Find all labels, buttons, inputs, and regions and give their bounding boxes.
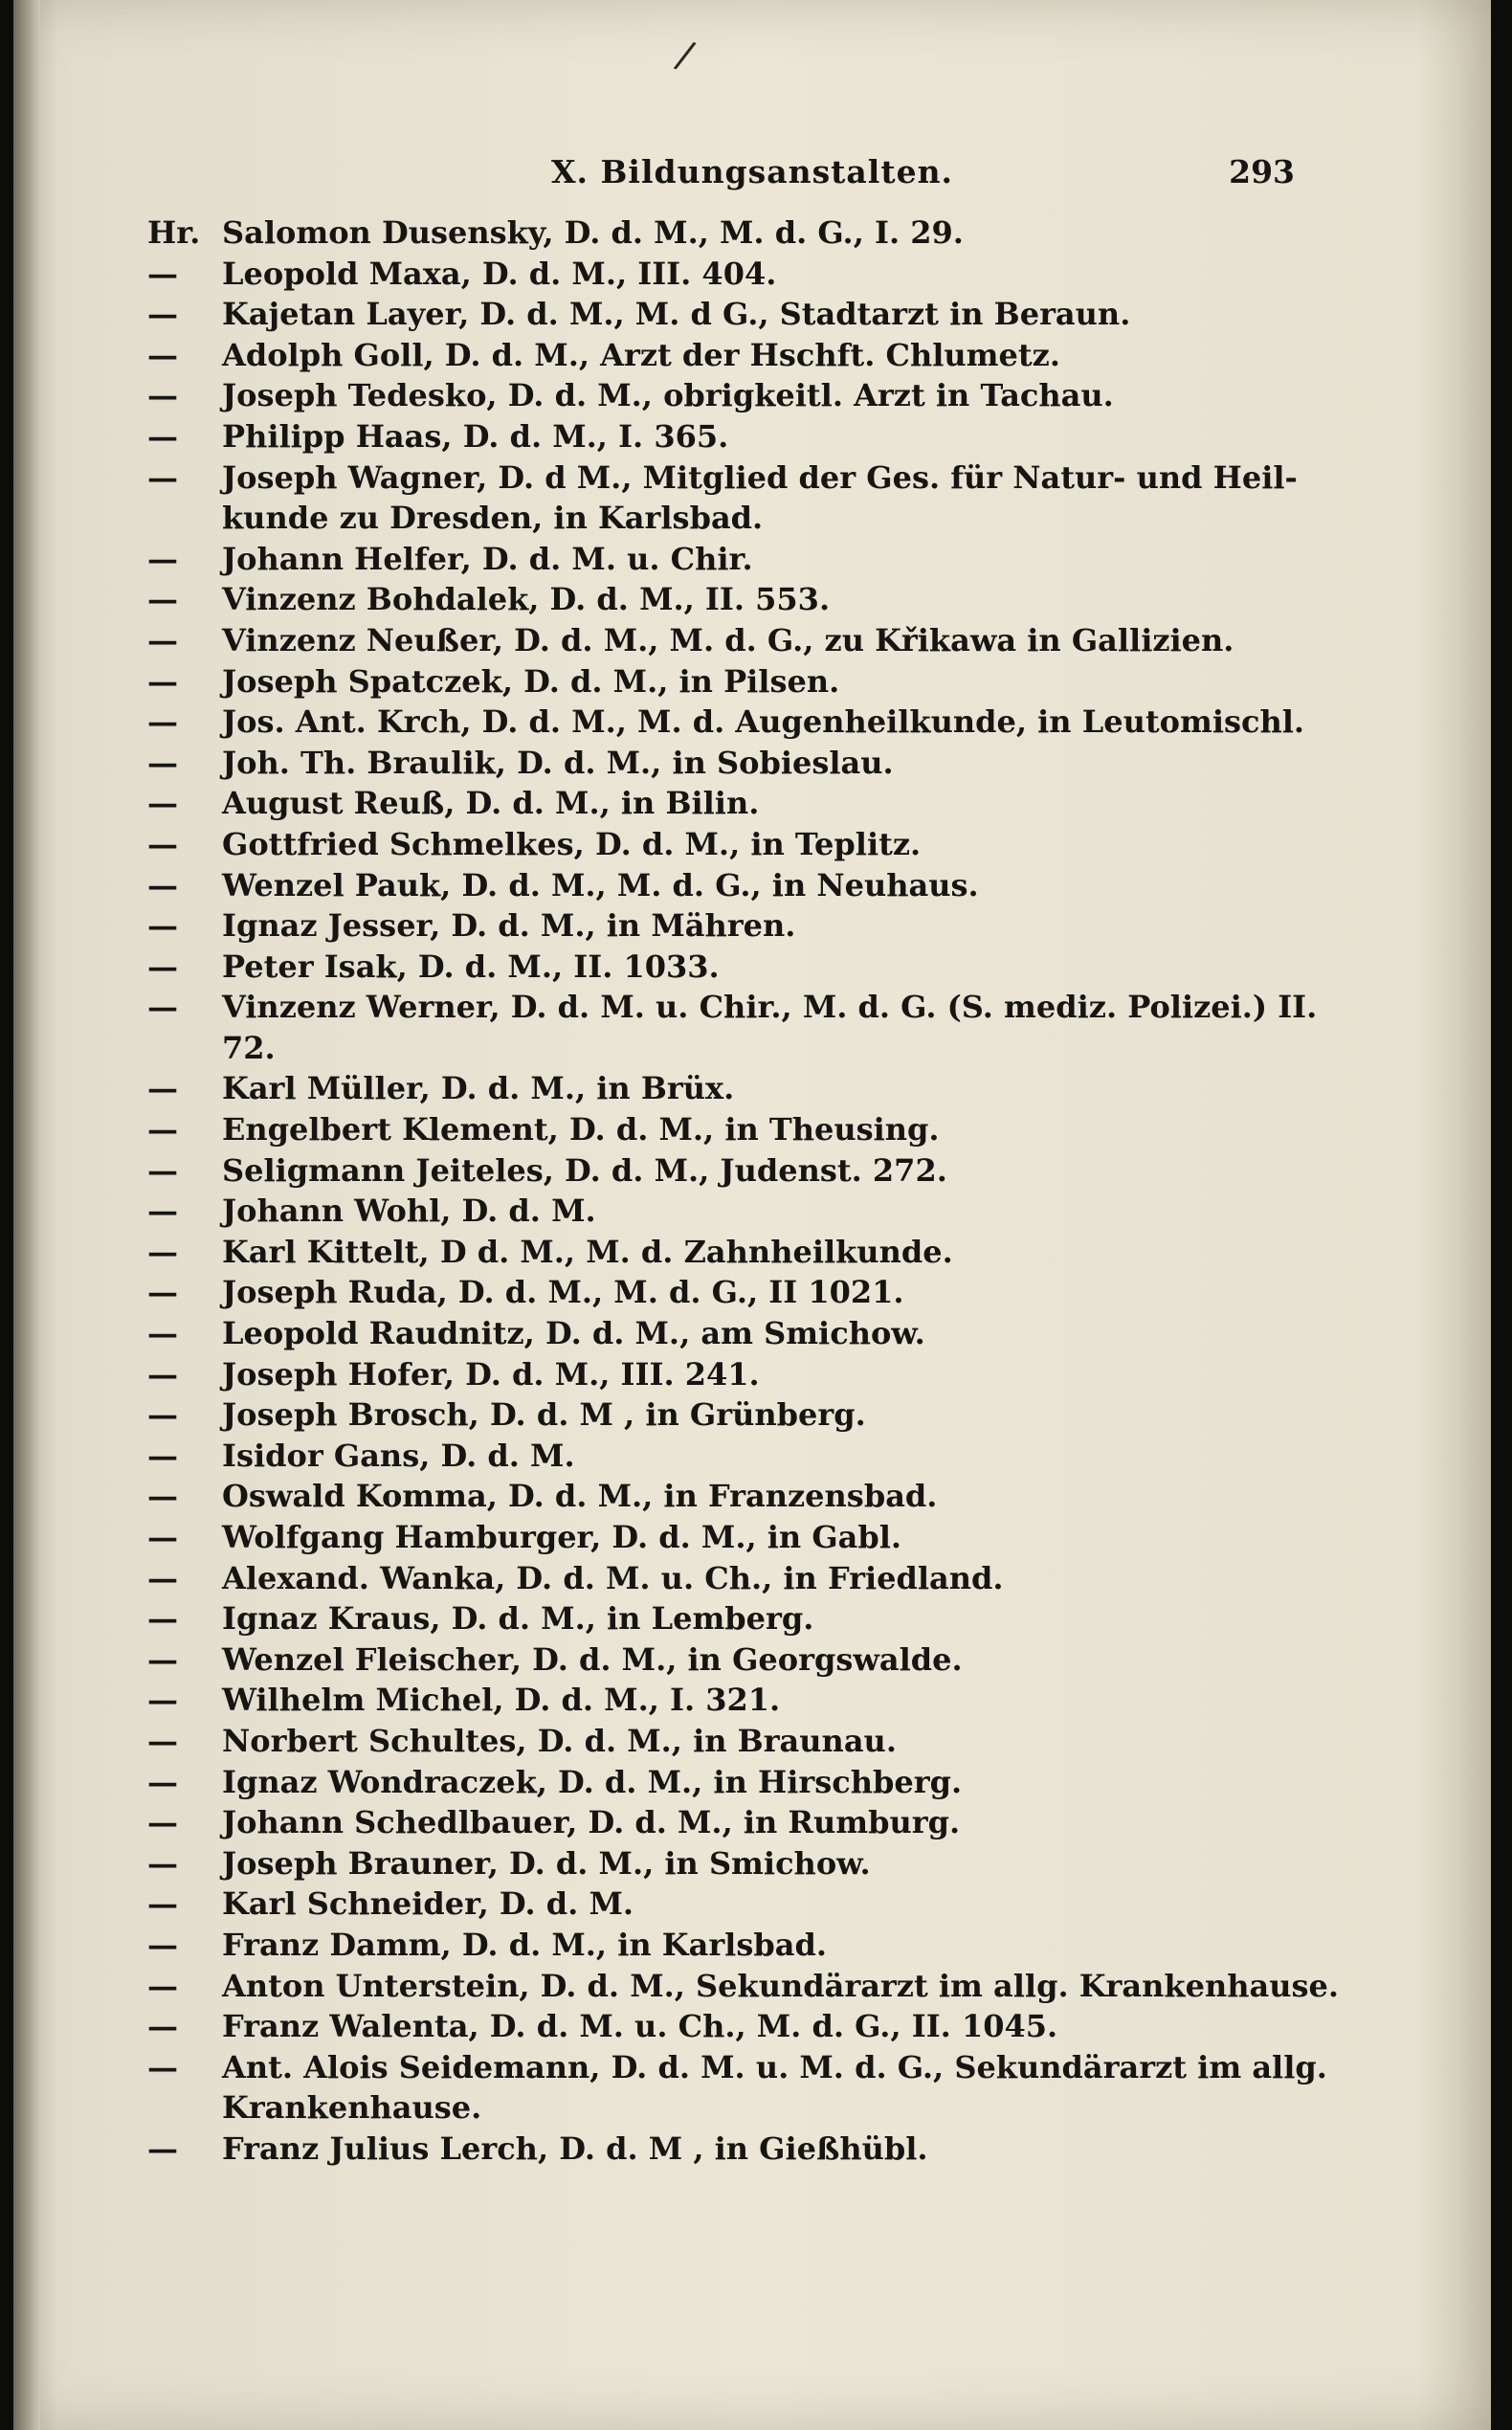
running-head <box>13 153 1491 197</box>
book-page <box>13 0 1491 2430</box>
list-item <box>147 905 1344 947</box>
list-item <box>147 1843 1344 1884</box>
dash-mark: — <box>147 417 178 455</box>
list-item <box>147 1639 1344 1681</box>
entry-text: Joseph Spatczek, D. d. M., in Pilsen. <box>222 662 840 700</box>
entry-text: Seligmann Jeiteles, D. d. M., Judenst. 272. <box>222 1151 947 1189</box>
list-item <box>147 416 1344 457</box>
entry-text: Wenzel Fleischer, D. d. M., in Georgswalde. <box>222 1640 963 1678</box>
list-item <box>147 1313 1344 1354</box>
entry-text: Karl Müller, D. d. M., in Brüx. <box>222 1070 735 1107</box>
dash-mark: — <box>147 1151 178 1189</box>
list-item <box>147 1925 1344 1966</box>
list-item <box>147 1150 1344 1192</box>
list-item <box>147 1558 1344 1599</box>
entry-text: Leopold Maxa, D. d. M., III. 404. <box>222 255 777 292</box>
section-title: X. Bildungsanstalten. <box>550 153 954 190</box>
dash-mark: — <box>147 907 178 945</box>
entry-text: August Reuß, D. d. M., in Bilin. <box>222 785 760 822</box>
entry-text: Johann Helfer, D. d. M. u. Chir. <box>222 540 753 577</box>
dash-mark: — <box>147 825 178 862</box>
page-number: 293 <box>1229 153 1295 190</box>
list-item <box>147 212 1344 254</box>
entry-text: Philipp Haas, D. d. M., I. 365. <box>222 417 729 455</box>
entry-list <box>147 212 1344 2170</box>
dash-mark: — <box>147 255 178 292</box>
list-item <box>147 335 1344 376</box>
dash-mark: — <box>147 581 178 618</box>
list-item <box>147 2006 1344 2047</box>
entry-text: Franz Damm, D. d. M., in Karlsbad. <box>222 1926 827 1963</box>
entry-text: Wilhelm Michel, D. d. M., I. 321. <box>222 1682 781 1719</box>
list-item <box>147 1476 1344 1517</box>
entry-text: Joseph Brauner, D. d. M., in Smichow. <box>222 1844 871 1882</box>
ink-mark: / <box>671 33 699 78</box>
list-item <box>147 539 1344 580</box>
entry-text: Ant. Alois Seidemann, D. d. M. u. M. d. G., Sekundärarzt im allg. Krankenhause. <box>222 2048 1327 2127</box>
entry-text: Kajetan Layer, D. d. M., M. d G., Stadtarzt in Beraun. <box>222 296 1131 333</box>
list-item <box>147 1354 1344 1395</box>
list-item <box>147 1598 1344 1639</box>
list-item <box>147 1762 1344 1803</box>
entry-text: Karl Kittelt, D d. M., M. d. Zahnheilkunde. <box>222 1233 953 1270</box>
list-item <box>147 1272 1344 1313</box>
dash-mark: — <box>147 1193 178 1230</box>
entry-text: Joh. Th. Braulik, D. d. M., in Sobieslau. <box>222 744 894 781</box>
entry-text: Anton Unterstein, D. d. M., Sekundärarzt im allg. Krankenhause. <box>222 1967 1339 2004</box>
entry-text: Ignaz Kraus, D. d. M., in Lemberg. <box>222 1600 814 1638</box>
list-item <box>147 457 1344 539</box>
entry-text: Ignaz Jesser, D. d. M., in Mähren. <box>222 907 796 945</box>
dash-mark: — <box>147 1722 178 1759</box>
honorific: Hr. <box>147 214 201 251</box>
entry-text: Vinzenz Bohdalek, D. d. M., II. 553. <box>222 581 831 618</box>
list-item <box>147 1680 1344 1721</box>
entry-text: Vinzenz Werner, D. d. M. u. Chir., M. d. G. (S. mediz. Polizei.) II. 72. <box>222 989 1318 1066</box>
entry-text: Johann Schedlbauer, D. d. M., in Rumburg. <box>222 1804 961 1841</box>
dash-mark: — <box>147 1682 178 1719</box>
dash-mark: — <box>147 1355 178 1393</box>
dash-mark: — <box>147 458 178 496</box>
list-item <box>147 579 1344 620</box>
list-item <box>147 783 1344 824</box>
dash-mark: — <box>147 1315 178 1352</box>
entry-text: Joseph Ruda, D. d. M., M. d. G., II 1021. <box>222 1274 904 1311</box>
dash-mark: — <box>147 621 178 658</box>
dash-mark: — <box>147 1274 178 1311</box>
dash-mark: — <box>147 1478 178 1515</box>
list-item <box>147 1436 1344 1477</box>
list-item <box>147 743 1344 784</box>
list-item <box>147 1802 1344 1843</box>
entry-text: Karl Schneider, D. d. M. <box>222 1885 634 1923</box>
list-item <box>147 947 1344 988</box>
dash-mark: — <box>147 1804 178 1841</box>
list-item <box>147 1394 1344 1436</box>
entry-text: Joseph Wagner, D. d M., Mitglied der Ges. für Natur- und Heil-kunde zu Dresden, in Karlsbad. <box>222 458 1298 537</box>
dash-mark: — <box>147 989 178 1026</box>
list-item <box>147 1517 1344 1558</box>
list-item <box>147 1191 1344 1232</box>
dash-mark: — <box>147 1559 178 1596</box>
dash-mark: — <box>147 1600 178 1638</box>
list-item <box>147 2129 1344 2170</box>
dash-mark: — <box>147 1926 178 1963</box>
entry-text: Jos. Ant. Krch, D. d. M., M. d. Augenheilkunde, in Leutomischl. <box>222 703 1305 741</box>
entry-text: Joseph Hofer, D. d. M., III. 241. <box>222 1355 760 1393</box>
list-item <box>147 661 1344 702</box>
dash-mark: — <box>147 744 178 781</box>
dash-mark: — <box>147 1519 178 1555</box>
entry-text: Franz Julius Lerch, D. d. M , in Gießhübl. <box>222 2129 928 2167</box>
entry-text: Joseph Tedesko, D. d. M., obrigkeitl. Arzt in Tachau. <box>222 377 1114 414</box>
entry-text: Johann Wohl, D. d. M. <box>222 1193 596 1230</box>
dash-mark: — <box>147 377 178 414</box>
list-item <box>147 1721 1344 1762</box>
dash-mark: — <box>147 785 178 822</box>
dash-mark: — <box>147 947 178 985</box>
dash-mark: — <box>147 1111 178 1148</box>
dash-mark: — <box>147 703 178 741</box>
dash-mark: — <box>147 662 178 700</box>
dash-mark: — <box>147 336 178 373</box>
dash-mark: — <box>147 1885 178 1923</box>
list-item <box>147 1068 1344 1109</box>
entry-text: Oswald Komma, D. d. M., in Franzensbad. <box>222 1478 938 1515</box>
dash-mark: — <box>147 2048 178 2085</box>
list-item <box>147 1109 1344 1150</box>
list-item <box>147 254 1344 295</box>
list-item <box>147 987 1344 1068</box>
entry-text: Engelbert Klement, D. d. M., in Theusing. <box>222 1111 940 1148</box>
entry-text: Joseph Brosch, D. d. M , in Grünberg. <box>222 1396 866 1434</box>
entry-text: Ignaz Wondraczek, D. d. M., in Hirschberg. <box>222 1763 963 1800</box>
dash-mark: — <box>147 1396 178 1434</box>
dash-mark: — <box>147 1070 178 1107</box>
list-item <box>147 294 1344 335</box>
dash-mark: — <box>147 866 178 903</box>
dash-mark: — <box>147 1763 178 1800</box>
entry-text: Adolph Goll, D. d. M., Arzt der Hschft. Chlumetz. <box>222 336 1060 373</box>
list-item <box>147 1232 1344 1273</box>
entry-text: Wenzel Pauk, D. d. M., M. d. G., in Neuhaus. <box>222 866 979 903</box>
entry-text: Peter Isak, D. d. M., II. 1033. <box>222 947 720 985</box>
list-item <box>147 375 1344 416</box>
entry-text: Franz Walenta, D. d. M. u. Ch., M. d. G., II. 1045. <box>222 2008 1058 2045</box>
dash-mark: — <box>147 1967 178 2004</box>
entry-text: Wolfgang Hamburger, D. d. M., in Gabl. <box>222 1519 902 1555</box>
list-item <box>147 865 1344 906</box>
entry-text: Alexand. Wanka, D. d. M. u. Ch., in Friedland. <box>222 1559 1004 1596</box>
dash-mark: — <box>147 1640 178 1678</box>
list-item <box>147 702 1344 743</box>
entry-text: Salomon Dusensky, D. d. M., M. d. G., I. 29. <box>222 214 964 251</box>
dash-mark: — <box>147 296 178 333</box>
entry-text: Norbert Schultes, D. d. M., in Braunau. <box>222 1722 897 1759</box>
list-item <box>147 620 1344 661</box>
list-item <box>147 1884 1344 1925</box>
dash-mark: — <box>147 540 178 577</box>
list-item <box>147 2047 1344 2129</box>
dash-mark: — <box>147 1437 178 1474</box>
entry-text: Vinzenz Neußer, D. d. M., M. d. G., zu Křikawa in Gallizien. <box>222 621 1234 658</box>
list-item <box>147 1966 1344 2007</box>
dash-mark: — <box>147 2008 178 2045</box>
entry-text: Gottfried Schmelkes, D. d. M., in Teplitz. <box>222 825 922 862</box>
entry-text: Leopold Raudnitz, D. d. M., am Smichow. <box>222 1315 925 1352</box>
dash-mark: — <box>147 1844 178 1882</box>
entry-text: Isidor Gans, D. d. M. <box>222 1437 575 1474</box>
dash-mark: — <box>147 2129 178 2167</box>
list-item <box>147 824 1344 865</box>
dash-mark: — <box>147 1233 178 1270</box>
